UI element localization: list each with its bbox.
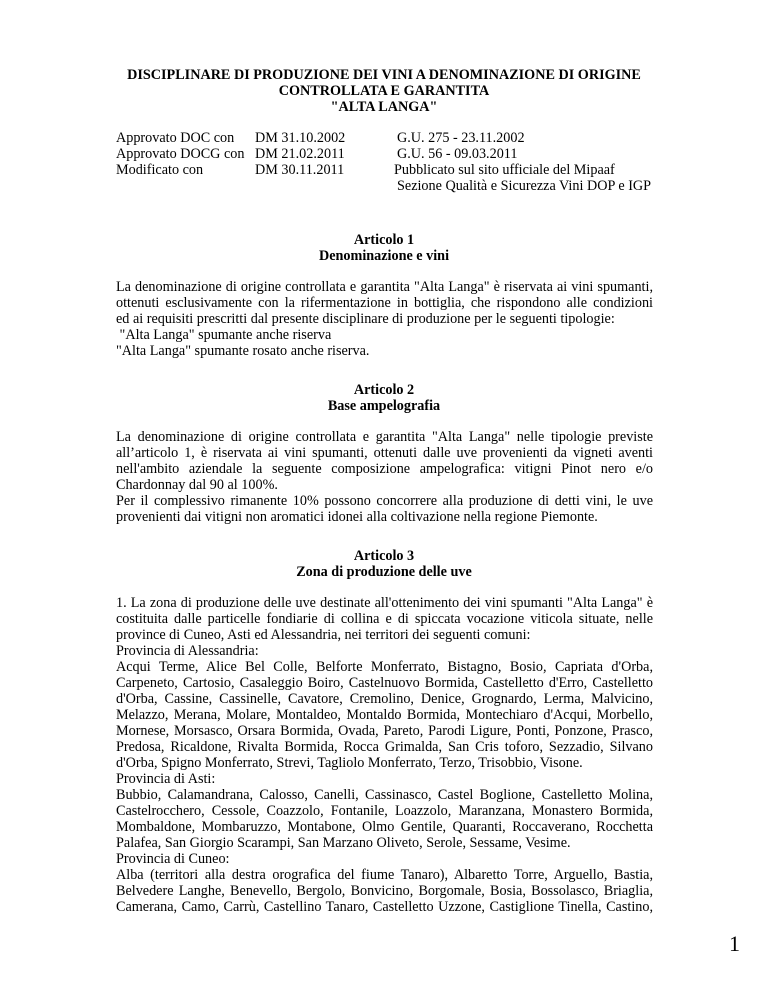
text-line: Provincia di Cuneo: [116, 851, 230, 867]
text-line: Provincia di Alessandria: [116, 643, 259, 659]
text-line: d'Orba, Cassine, Cassinelle, Cavatore, Cremolino, Denice, Grognardo, Lerma, Malvicino, [116, 691, 653, 707]
article-2-number: Articolo 2 [353, 382, 415, 398]
text-line: Belvedere Langhe, Benevello, Bergolo, Bonvicino, Borgomale, Bosia, Bossolasco, Briaglia, [116, 883, 653, 899]
text-line: nell'ambito aziendale la seguente composizione ampelografica: vitigni Pinot nero e/o [116, 461, 653, 477]
approval-publication: Pubblicato sul sito ufficiale del Mipaaf [394, 162, 615, 178]
text-line: Palafea, San Giorgio Scarampi, San Marzano Oliveto, Serole, Sessame, Vesime. [116, 835, 571, 851]
text-line: Predosa, Ricaldone, Rivalta Bormida, Rocca Grimalda, San Cris toforo, Sezzadio, Silvano [116, 739, 653, 755]
text-line: 1. La zona di produzione delle uve destinate all'ottenimento dei vini spumanti "Alta Langa" è [116, 595, 653, 611]
text-line: La denominazione di origine controllata e garantita "Alta Langa" nelle tipologie previste [116, 429, 653, 445]
page-number: 1 [729, 931, 740, 956]
approval-dm: DM 21.02.2011 [255, 146, 345, 162]
text-line: Carpeneto, Cartosio, Casaleggio Boiro, Castelnuovo Bormida, Castelletto d'Erro, Castelletto [116, 675, 653, 691]
approval-section: Sezione Qualità e Sicurezza Vini DOP e IGP [397, 178, 652, 194]
text-line: all’articolo 1, è riservata ai vini spumanti, ottenuti dalle uve provenienti da vigneti aventi [116, 445, 653, 461]
text-line: provenienti dai vitigni non aromatici idonei alla coltivazione nella regione Piemonte. [116, 509, 598, 525]
text-line: Mombaldone, Mombaruzzo, Montabone, Olmo Gentile, Quaranti, Roccaverano, Rocchetta [116, 819, 653, 835]
article-1-number: Articolo 1 [353, 232, 415, 248]
text-line: province di Cuneo, Asti ed Alessandria, nei territori dei seguenti comuni: [116, 627, 531, 643]
text-line: Per il complessivo rimanente 10% possono concorrere alla produzione di detti vini, le uve [116, 493, 653, 509]
text-line: "Alta Langa" spumante anche riserva [116, 327, 332, 343]
text-line: Acqui Terme, Alice Bel Colle, Belforte Monferrato, Bistagno, Bosio, Capriata d'Orba, [116, 659, 653, 675]
article-1-heading: Denominazione e vini [318, 248, 450, 264]
text-line: ottenuti esclusivamente con la rifermentazione in bottiglia, che rispondono alle condizioni [116, 295, 653, 311]
text-line: Chardonnay dal 90 al 100%. [116, 477, 278, 493]
article-3-number: Articolo 3 [353, 548, 415, 564]
article-3-text [116, 595, 653, 915]
text-line: d'Orba, Spigno Monferrato, Strevi, Tagliolo Monferrato, Terzo, Trisobbio, Visone. [116, 755, 583, 771]
approval-dm: DM 31.10.2002 [255, 130, 346, 146]
article-2-heading: Base ampelografia [327, 398, 441, 414]
approval-gu: G.U. 56 - 09.03.2011 [397, 146, 518, 162]
text-line: Bubbio, Calamandrana, Calosso, Canelli, Cassinasco, Castel Boglione, Castelletto Molina, [116, 787, 653, 803]
text-line: Mornese, Morsasco, Orsara Bormida, Ovada, Pareto, Parodi Ligure, Ponti, Ponzone, Prasco, [116, 723, 653, 739]
title-line-2: CONTROLLATA E GARANTITA [278, 83, 490, 99]
approval-label: Modificato con [116, 162, 204, 178]
text-line: costituita dalle particelle fondiarie di collina e di spiccata vocazione viticola situate, nelle [116, 611, 653, 627]
article-1-text [116, 279, 653, 359]
text-line: Camerana, Camo, Carrù, Castellino Tanaro, Castelletto Uzzone, Castiglione Tinella, Castino, [116, 899, 653, 915]
text-line: Castelrocchero, Cessole, Coazzolo, Fontanile, Loazzolo, Maranzana, Monastero Bormida, [116, 803, 653, 819]
text-line: ed ai requisiti prescritti dal presente disciplinare di produzione per le seguenti tipologie: [116, 311, 615, 327]
article-2-text [116, 429, 653, 525]
title-line-3: "ALTA LANGA" [330, 99, 438, 115]
text-line: "Alta Langa" spumante rosato anche riserva. [116, 343, 370, 359]
title-line-1: DISCIPLINARE DI PRODUZIONE DEI VINI A DENOMINAZIONE DI ORIGINE [127, 67, 641, 83]
text-line: Alba (territori alla destra orografica del fiume Tanaro), Albaretto Torre, Arguello, Bastia, [116, 867, 653, 883]
approval-dm: DM 30.11.2011 [255, 162, 345, 178]
approval-gu: G.U. 275 - 23.11.2002 [397, 130, 525, 146]
approval-label: Approvato DOC con [116, 130, 235, 146]
approval-label: Approvato DOCG con [116, 146, 245, 162]
text-line: La denominazione di origine controllata e garantita "Alta Langa" è riservata ai vini spumanti, [116, 279, 653, 295]
text-line: Provincia di Asti: [116, 771, 216, 787]
article-3-heading: Zona di produzione delle uve [296, 564, 472, 580]
text-line: Melazzo, Merana, Molare, Montaldeo, Montaldo Bormida, Montechiaro d'Acqui, Morbello, [116, 707, 653, 723]
